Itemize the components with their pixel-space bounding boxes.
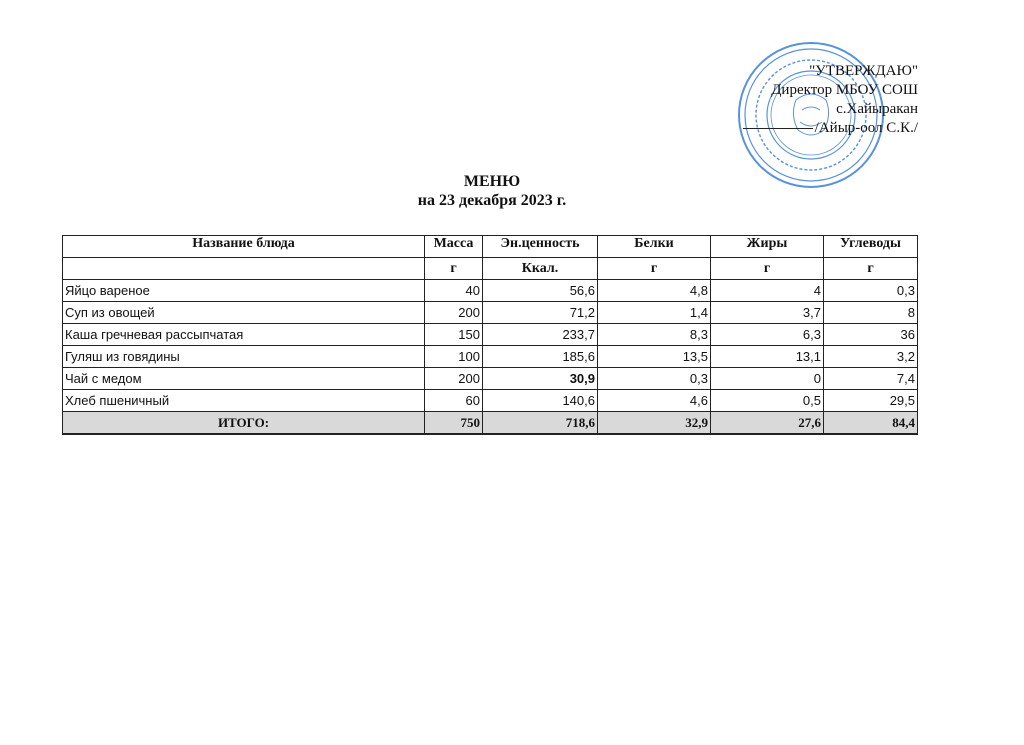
- dish-fat: 0,5: [711, 390, 824, 412]
- dish-carbs: 0,3: [824, 280, 918, 302]
- dish-name: Хлеб пшеничный: [63, 390, 425, 412]
- dish-protein: 8,3: [598, 324, 711, 346]
- unit-mass: г: [425, 258, 483, 280]
- unit-name: [63, 258, 425, 280]
- approval-signature-row: [743, 119, 918, 138]
- col-header-energy: Эн.ценность: [483, 236, 598, 258]
- dish-energy: 30,9: [483, 368, 598, 390]
- unit-energy: Ккал.: [483, 258, 598, 280]
- dish-mass: 200: [425, 302, 483, 324]
- dish-name: Чай с медом: [63, 368, 425, 390]
- dish-fat: 3,7: [711, 302, 824, 324]
- dish-carbs: 7,4: [824, 368, 918, 390]
- dish-protein: 13,5: [598, 346, 711, 368]
- dish-carbs: 3,2: [824, 346, 918, 368]
- signature-line: [743, 128, 813, 129]
- unit-carbs: г: [824, 258, 918, 280]
- menu-table: [62, 235, 918, 435]
- dish-energy: 140,6: [483, 390, 598, 412]
- col-header-protein: Белки: [598, 236, 711, 258]
- total-carbs: 84,4: [824, 412, 918, 435]
- dish-carbs: 36: [824, 324, 918, 346]
- dish-fat: 0: [711, 368, 824, 390]
- dish-carbs: 8: [824, 302, 918, 324]
- dish-mass: 40: [425, 280, 483, 302]
- approval-signatory: /Айыр-оол С.К./: [814, 120, 918, 136]
- dish-protein: 4,6: [598, 390, 711, 412]
- table-header-row: [63, 236, 918, 258]
- dish-name: Каша гречневая рассыпчатая: [63, 324, 425, 346]
- table-row: [63, 390, 918, 412]
- total-energy: 718,6: [483, 412, 598, 435]
- total-label: ИТОГО:: [63, 412, 425, 435]
- dish-carbs: 29,5: [824, 390, 918, 412]
- table-row: [63, 368, 918, 390]
- col-header-carbs: Углеводы: [824, 236, 918, 258]
- menu-heading: МЕНЮ: [463, 173, 521, 190]
- dish-protein: 4,8: [598, 280, 711, 302]
- approval-location: с.Хайыракан: [836, 101, 918, 117]
- col-header-mass: Масса: [425, 236, 483, 258]
- unit-protein: г: [598, 258, 711, 280]
- dish-name: Суп из овощей: [63, 302, 425, 324]
- approval-position: Директор МБОУ СОШ: [771, 82, 918, 98]
- approval-block: [743, 62, 918, 138]
- dish-fat: 4: [711, 280, 824, 302]
- dish-protein: 1,4: [598, 302, 711, 324]
- dish-mass: 150: [425, 324, 483, 346]
- total-mass: 750: [425, 412, 483, 435]
- table-row: [63, 324, 918, 346]
- dish-name: Яйцо вареное: [63, 280, 425, 302]
- dish-mass: 100: [425, 346, 483, 368]
- menu-date: на 23 декабря 2023 г.: [417, 192, 567, 209]
- col-header-fat: Жиры: [711, 236, 824, 258]
- table-row: [63, 346, 918, 368]
- dish-mass: 200: [425, 368, 483, 390]
- dish-protein: 0,3: [598, 368, 711, 390]
- dish-energy: 56,6: [483, 280, 598, 302]
- col-header-name: Название блюда: [63, 236, 425, 258]
- dish-name: Гуляш из говядины: [63, 346, 425, 368]
- table-units-row: [63, 258, 918, 280]
- dish-energy: 233,7: [483, 324, 598, 346]
- dish-fat: 13,1: [711, 346, 824, 368]
- table-row: [63, 302, 918, 324]
- approval-heading: "УТВЕРЖДАЮ": [809, 63, 918, 79]
- total-fat: 27,6: [711, 412, 824, 435]
- unit-fat: г: [711, 258, 824, 280]
- table-row: [63, 280, 918, 302]
- total-protein: 32,9: [598, 412, 711, 435]
- dish-energy: 185,6: [483, 346, 598, 368]
- total-row: [63, 412, 918, 435]
- dish-fat: 6,3: [711, 324, 824, 346]
- dish-energy: 71,2: [483, 302, 598, 324]
- dish-mass: 60: [425, 390, 483, 412]
